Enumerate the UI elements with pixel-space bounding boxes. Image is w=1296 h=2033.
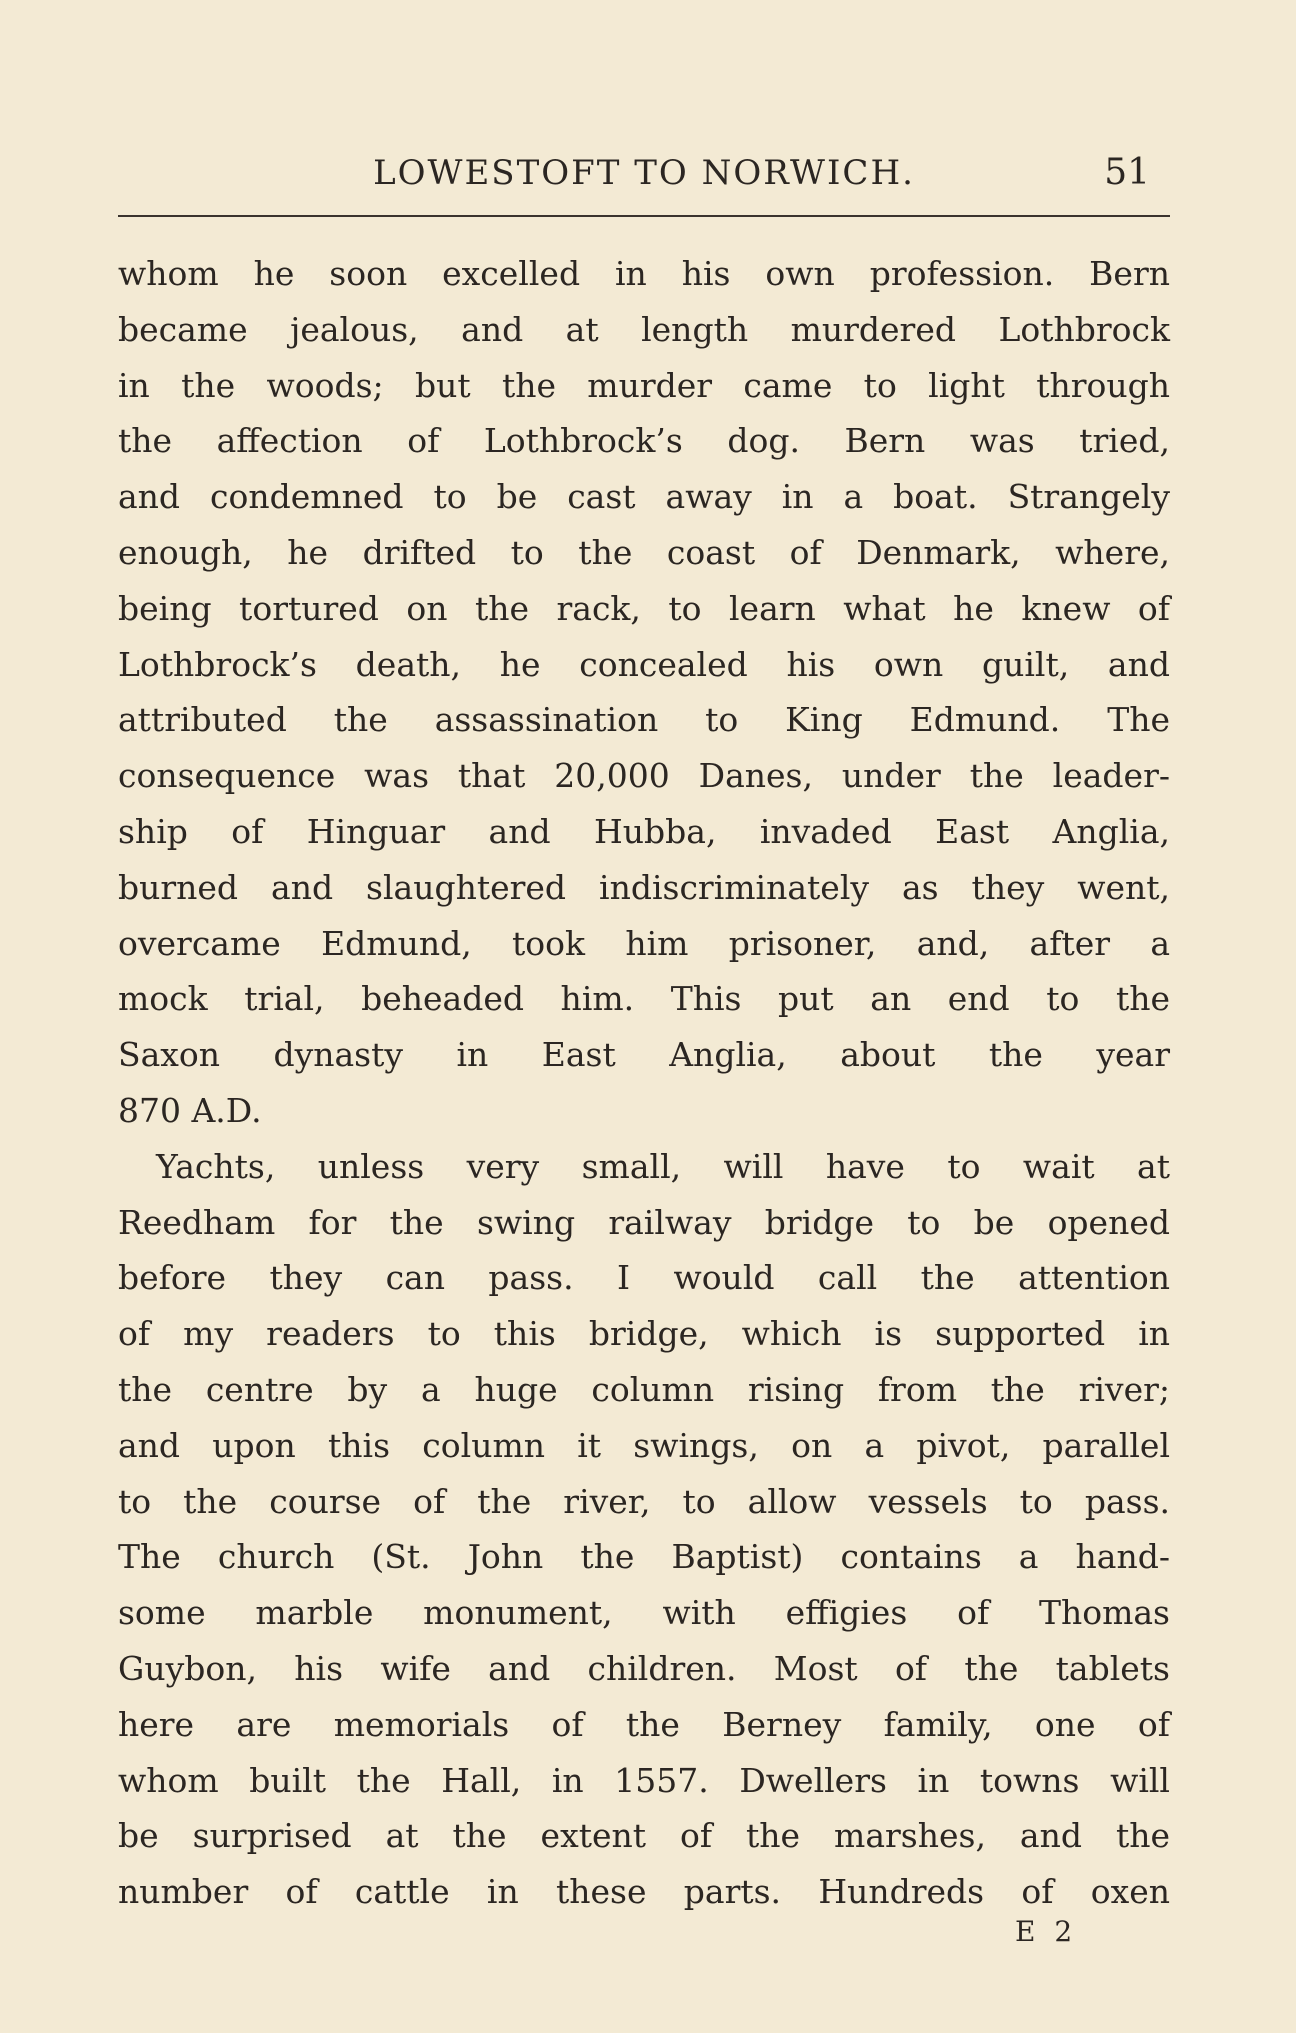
text-line: some marble monument, with effigies of Thomas	[118, 1593, 1170, 1633]
text-line: be surprised at the extent of the marshes, and the	[118, 1816, 1170, 1856]
text-line: Saxon dynasty in East Anglia, about the year	[118, 1035, 1170, 1075]
signature-mark: E 2	[1015, 1915, 1078, 1948]
body-text	[118, 246, 1170, 1920]
header-rule	[118, 215, 1170, 217]
text-line: and upon this column it swings, on a pivot, parallel	[118, 1425, 1170, 1465]
text-line: in the woods; but the murder came to light through	[118, 365, 1170, 405]
page-number: 51	[1104, 152, 1150, 193]
text-line: mock trial, beheaded him. This put an end to the	[118, 979, 1170, 1019]
text-line: whom he soon excelled in his own profession. Bern	[118, 254, 1170, 293]
text-line: and condemned to be cast away in a boat. Strangely	[118, 477, 1170, 517]
text-line: of my readers to this bridge, which is supported in	[118, 1314, 1170, 1354]
text-line: ship of Hinguar and Hubba, invaded East Anglia,	[118, 811, 1170, 851]
text-line: to the course of the river, to allow vessels to pass.	[118, 1481, 1170, 1521]
text-line: Reedham for the swing railway bridge to be opened	[118, 1202, 1170, 1242]
text-line: the centre by a huge column rising from the river;	[118, 1369, 1170, 1409]
text-line: before they can pass. I would call the attention	[118, 1258, 1170, 1298]
text-line: consequence was that 20,000 Danes, under the leader-	[118, 756, 1170, 796]
text-line: The church (St. John the Baptist) contains a hand-	[118, 1537, 1170, 1577]
text-line: burned and slaughtered indiscriminately as they went,	[118, 867, 1170, 907]
text-line: attributed the assassination to King Edmund. The	[118, 700, 1170, 740]
text-line: being tortured on the rack, to learn what he knew of	[118, 588, 1170, 628]
text-line: overcame Edmund, took him prisoner, and, after a	[118, 923, 1170, 963]
text-line: enough, he drifted to the coast of Denmark, where,	[118, 532, 1170, 572]
text-line: 870 A.D.	[118, 1090, 262, 1130]
text-line: the affection of Lothbrock’s dog. Bern was tried,	[118, 421, 1170, 461]
text-line: here are memorials of the Berney family, one of	[118, 1704, 1170, 1744]
text-line: Yachts, unless very small, will have to wait at	[156, 1146, 1170, 1186]
running-title: LOWESTOFT TO NORWICH.	[373, 153, 915, 193]
text-line: Guybon, his wife and children. Most of the tablets	[118, 1648, 1170, 1688]
text-line: number of cattle in these parts. Hundreds of oxen	[118, 1872, 1170, 1912]
text-line: became jealous, and at length murdered Lothbrock	[118, 309, 1170, 349]
text-line: Lothbrock’s death, he concealed his own guilt, and	[118, 644, 1170, 684]
text-line: whom built the Hall, in 1557. Dwellers in towns will	[118, 1760, 1170, 1800]
page-header	[118, 148, 1170, 198]
